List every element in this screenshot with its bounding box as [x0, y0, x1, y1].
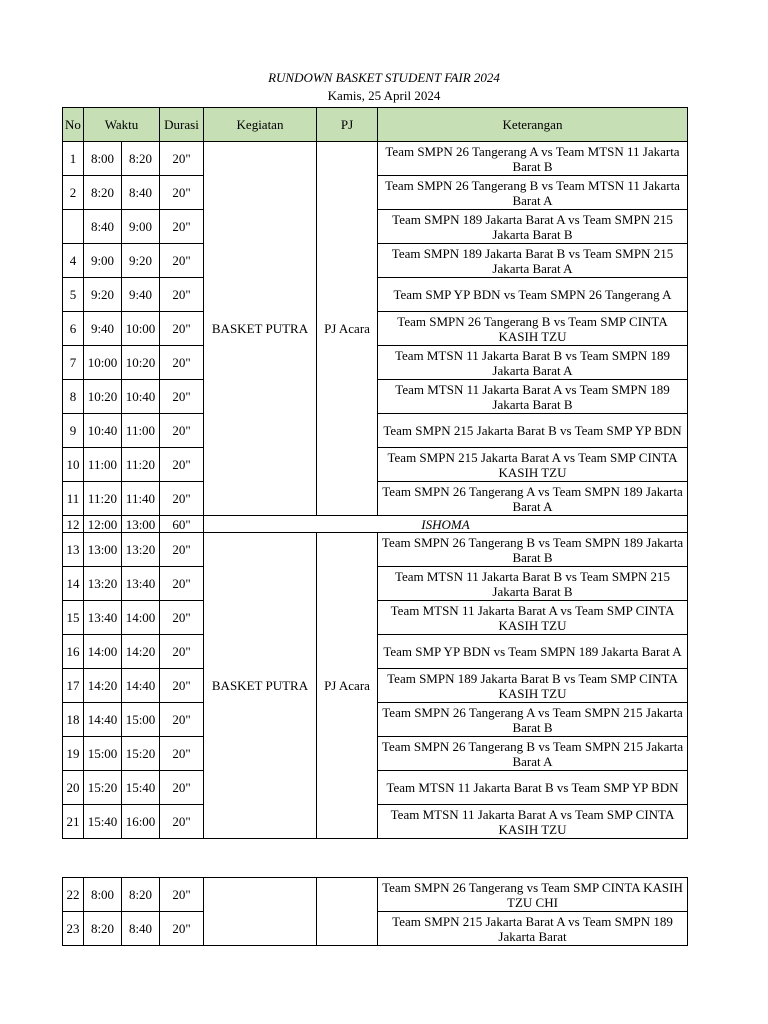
- pj-cell: [317, 878, 378, 946]
- row-keterangan: Team SMPN 26 Tangerang B vs Team SMPN 215 Jakarta Barat A: [378, 737, 688, 771]
- row-start-time: 11:00: [84, 448, 122, 482]
- row-keterangan: Team SMPN 26 Tangerang B vs Team SMP CINTA KASIH TZU: [378, 312, 688, 346]
- row-keterangan: Team SMPN 189 Jakarta Barat A vs Team SMPN 215 Jakarta Barat B: [378, 210, 688, 244]
- row-start-time: 8:00: [84, 142, 122, 176]
- row-end-time: 9:00: [122, 210, 160, 244]
- row-no: 17: [63, 669, 84, 703]
- row-no: 18: [63, 703, 84, 737]
- row-duration: 20": [160, 380, 204, 414]
- header-waktu: Waktu: [84, 108, 160, 142]
- row-start-time: 15:20: [84, 771, 122, 805]
- row-start-time: 9:40: [84, 312, 122, 346]
- row-start-time: 10:40: [84, 414, 122, 448]
- row-keterangan: Team SMPN 26 Tangerang A vs Team SMPN 215 Jakarta Barat B: [378, 703, 688, 737]
- row-start-time: 13:00: [84, 533, 122, 567]
- row-start-time: 8:00: [84, 878, 122, 912]
- row-start-time: 10:20: [84, 380, 122, 414]
- row-end-time: 10:20: [122, 346, 160, 380]
- row-keterangan: Team SMP YP BDN vs Team SMPN 26 Tangerang A: [378, 278, 688, 312]
- row-duration: 20": [160, 482, 204, 516]
- row-duration: 20": [160, 278, 204, 312]
- row-keterangan: Team MTSN 11 Jakarta Barat B vs Team SMPN 215 Jakarta Barat B: [378, 567, 688, 601]
- row-duration: 20": [160, 346, 204, 380]
- row-end-time: 9:40: [122, 278, 160, 312]
- row-keterangan: Team MTSN 11 Jakarta Barat A vs Team SMP CINTA KASIH TZU: [378, 601, 688, 635]
- row-duration: 20": [160, 414, 204, 448]
- row-duration: 20": [160, 878, 204, 912]
- page-title: RUNDOWN BASKET STUDENT FAIR 2024: [268, 70, 500, 85]
- row-start-time: 14:20: [84, 669, 122, 703]
- row-duration: 20": [160, 805, 204, 839]
- row-no: 5: [63, 278, 84, 312]
- table-row: [63, 878, 688, 912]
- row-duration: 20": [160, 244, 204, 278]
- table-row: [63, 533, 688, 567]
- break-duration: 60": [160, 516, 204, 533]
- row-duration: 20": [160, 912, 204, 946]
- row-duration: 20": [160, 771, 204, 805]
- row-no: 22: [63, 878, 84, 912]
- row-start-time: 9:00: [84, 244, 122, 278]
- row-no: 8: [63, 380, 84, 414]
- break-no: 12: [63, 516, 84, 533]
- row-duration: 20": [160, 737, 204, 771]
- row-duration: 20": [160, 533, 204, 567]
- row-end-time: 15:00: [122, 703, 160, 737]
- row-end-time: 15:20: [122, 737, 160, 771]
- row-start-time: 13:40: [84, 601, 122, 635]
- row-no: 20: [63, 771, 84, 805]
- row-keterangan: Team MTSN 11 Jakarta Barat B vs Team SMPN 189 Jakarta Barat A: [378, 346, 688, 380]
- row-duration: 20": [160, 312, 204, 346]
- row-start-time: 8:20: [84, 912, 122, 946]
- header-keterangan: Keterangan: [378, 108, 688, 142]
- row-no: 14: [63, 567, 84, 601]
- row-no: 13: [63, 533, 84, 567]
- row-keterangan: Team SMPN 215 Jakarta Barat A vs Team SMPN 189 Jakarta Barat: [378, 912, 688, 946]
- row-start-time: 8:40: [84, 210, 122, 244]
- row-no: 16: [63, 635, 84, 669]
- row-duration: 20": [160, 635, 204, 669]
- row-keterangan: Team MTSN 11 Jakarta Barat A vs Team SMP CINTA KASIH TZU: [378, 805, 688, 839]
- row-keterangan: Team SMPN 189 Jakarta Barat B vs Team SMP CINTA KASIH TZU: [378, 669, 688, 703]
- row-keterangan: Team SMPN 26 Tangerang A vs Team MTSN 11 Jakarta Barat B: [378, 142, 688, 176]
- row-no: 15: [63, 601, 84, 635]
- row-start-time: 14:00: [84, 635, 122, 669]
- row-keterangan: Team SMP YP BDN vs Team SMPN 189 Jakarta Barat A: [378, 635, 688, 669]
- header-durasi: Durasi: [160, 108, 204, 142]
- row-duration: 20": [160, 567, 204, 601]
- row-no: 1: [63, 142, 84, 176]
- row-end-time: 14:20: [122, 635, 160, 669]
- row-keterangan: Team SMPN 26 Tangerang A vs Team SMPN 189 Jakarta Barat A: [378, 482, 688, 516]
- row-keterangan: Team MTSN 11 Jakarta Barat B vs Team SMP YP BDN: [378, 771, 688, 805]
- header-no: No: [63, 108, 84, 142]
- row-start-time: 15:40: [84, 805, 122, 839]
- break-start-time: 12:00: [84, 516, 122, 533]
- kegiatan-cell: BASKET PUTRA: [204, 142, 317, 516]
- row-start-time: 13:20: [84, 567, 122, 601]
- row-keterangan: Team SMPN 215 Jakarta Barat A vs Team SMP CINTA KASIH TZU: [378, 448, 688, 482]
- row-end-time: 16:00: [122, 805, 160, 839]
- row-end-time: 14:40: [122, 669, 160, 703]
- row-start-time: 11:20: [84, 482, 122, 516]
- row-no: 9: [63, 414, 84, 448]
- row-start-time: 14:40: [84, 703, 122, 737]
- row-end-time: 13:20: [122, 533, 160, 567]
- row-no: 19: [63, 737, 84, 771]
- header-pj: PJ: [317, 108, 378, 142]
- row-duration: 20": [160, 142, 204, 176]
- table-row: [63, 142, 688, 176]
- row-end-time: 8:20: [122, 142, 160, 176]
- row-duration: 20": [160, 448, 204, 482]
- row-start-time: 10:00: [84, 346, 122, 380]
- break-end-time: 13:00: [122, 516, 160, 533]
- row-no: 2: [63, 176, 84, 210]
- row-duration: 20": [160, 703, 204, 737]
- row-no: 23: [63, 912, 84, 946]
- row-no: 21: [63, 805, 84, 839]
- header-row: [63, 108, 688, 142]
- row-end-time: 11:00: [122, 414, 160, 448]
- row-no: 7: [63, 346, 84, 380]
- row-no: [63, 210, 84, 244]
- row-start-time: 9:20: [84, 278, 122, 312]
- rundown-table-continued: [62, 877, 688, 946]
- row-keterangan: Team MTSN 11 Jakarta Barat A vs Team SMPN 189 Jakarta Barat B: [378, 380, 688, 414]
- row-end-time: 10:40: [122, 380, 160, 414]
- row-keterangan: Team SMPN 189 Jakarta Barat B vs Team SMPN 215 Jakarta Barat A: [378, 244, 688, 278]
- pj-cell: PJ Acara: [317, 533, 378, 839]
- row-no: 4: [63, 244, 84, 278]
- row-end-time: 8:40: [122, 912, 160, 946]
- row-keterangan: Team SMPN 26 Tangerang vs Team SMP CINTA KASIH TZU CHI: [378, 878, 688, 912]
- row-keterangan: Team SMPN 26 Tangerang B vs Team MTSN 11 Jakarta Barat A: [378, 176, 688, 210]
- row-end-time: 11:20: [122, 448, 160, 482]
- row-no: 11: [63, 482, 84, 516]
- break-row: [63, 516, 688, 533]
- row-duration: 20": [160, 176, 204, 210]
- kegiatan-cell: BASKET PUTRA: [204, 533, 317, 839]
- row-end-time: 15:40: [122, 771, 160, 805]
- row-duration: 20": [160, 601, 204, 635]
- row-keterangan: Team SMPN 215 Jakarta Barat B vs Team SMP YP BDN: [378, 414, 688, 448]
- row-start-time: 8:20: [84, 176, 122, 210]
- row-keterangan: Team SMPN 26 Tangerang B vs Team SMPN 189 Jakarta Barat B: [378, 533, 688, 567]
- row-end-time: 8:40: [122, 176, 160, 210]
- row-end-time: 9:20: [122, 244, 160, 278]
- row-end-time: 10:00: [122, 312, 160, 346]
- row-end-time: 14:00: [122, 601, 160, 635]
- row-no: 6: [63, 312, 84, 346]
- row-duration: 20": [160, 210, 204, 244]
- kegiatan-cell: [204, 878, 317, 946]
- row-no: 10: [63, 448, 84, 482]
- header-kegiatan: Kegiatan: [204, 108, 317, 142]
- event-date: Kamis, 25 April 2024: [327, 88, 441, 103]
- pj-cell: PJ Acara: [317, 142, 378, 516]
- break-label: ISHOMA: [204, 516, 688, 533]
- rundown-table: [62, 107, 688, 839]
- row-end-time: 11:40: [122, 482, 160, 516]
- row-start-time: 15:00: [84, 737, 122, 771]
- row-end-time: 13:40: [122, 567, 160, 601]
- row-duration: 20": [160, 669, 204, 703]
- row-end-time: 8:20: [122, 878, 160, 912]
